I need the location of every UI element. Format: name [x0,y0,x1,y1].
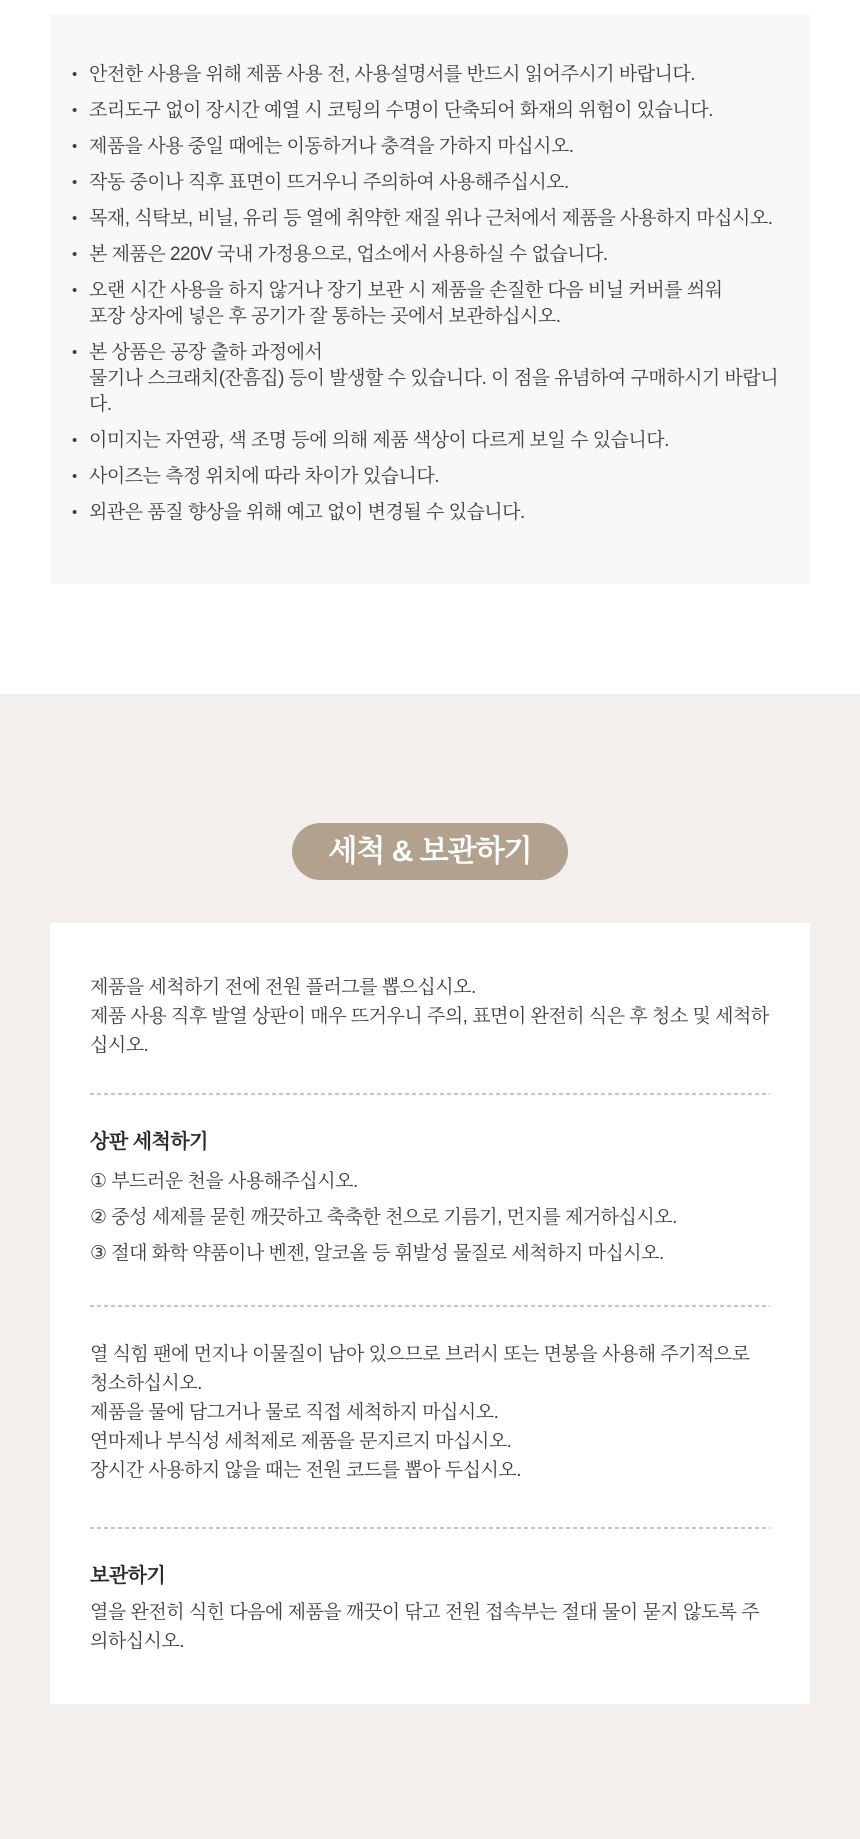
top-plate-steps [90,1164,770,1272]
dashed-divider [90,1527,770,1529]
dashed-divider [90,1093,770,1095]
notice-item [72,206,782,232]
notice-item-line: • 안전한 사용을 위해 제품 사용 전, 사용설명서를 반드시 읽어주시기 바랍니다. [89,64,696,85]
step-line: ① 부드러운 천을 사용해주십시오. [90,1171,358,1192]
storage-heading: 보관하기 [90,1565,166,1587]
notice-item [72,464,782,490]
step-line: ③ 절대 화학 약품이나 벤젠, 알코올 등 휘발성 물질로 세척하지 마십시오. [90,1243,664,1264]
notice-item-line: • 조리도구 없이 장시간 예열 시 코팅의 수명이 단축되어 화재의 위험이 있습니다. [89,100,713,121]
notice-item-line: • 본 상품은 공장 출하 과정에서 [89,342,323,363]
notice-item-line: • 본 제품은 220V 국내 가정용으로, 업소에서 사용하실 수 없습니다. [89,244,608,265]
dashed-divider [90,1305,770,1307]
storage-line: 열을 완전히 식힌 다음에 제품을 깨끗이 닦고 전원 접속부는 절대 물이 묻지 않도록 주의하십시오. [90,1602,760,1652]
notice-item [72,134,782,160]
notice-list [72,62,782,526]
notice-item-line: • 오랜 시간 사용을 하지 않거나 장기 보관 시 제품을 손질한 다음 비닐 커버를 씌워 [89,280,723,301]
top-plate-subsection [90,1128,770,1272]
notice-item-line: • 이미지는 자연광, 색 조명 등에 의해 제품 색상이 다르게 보일 수 있습니다. [89,430,669,451]
notice-item-line: • 외관은 품질 향상을 위해 예고 없이 변경될 수 있습니다. [89,502,525,523]
storage-subsection [90,1562,770,1656]
notice-section [0,0,860,584]
cleaning-intro [90,973,770,1060]
notice-card [50,14,810,584]
notice-item [72,278,782,330]
care-line: 장시간 사용하지 않을 때는 전원 코드를 뽑아 두십시오. [90,1460,522,1481]
cleaning-storage-section [0,694,860,1839]
care-line: 열 식힘 팬에 먼지나 이물질이 남아 있으므로 브러시 또는 면봉을 사용해 주기적으로 청소하십시오. [90,1344,750,1394]
section-title-badge: 세척 & 보관하기 [292,823,567,880]
notice-item [72,170,782,196]
notice-item [72,500,782,526]
notice-item-line: 물기나 스크래치(잔흠집) 등이 발생할 수 있습니다. 이 점을 유념하여 구매하시기 바랍니다. [89,368,779,415]
notice-item-line: 포장 상자에 넣은 후 공기가 잘 통하는 곳에서 보관하십시오. [89,306,561,327]
notice-item [72,428,782,454]
notice-item-line: • 사이즈는 측정 위치에 따라 차이가 있습니다. [89,466,440,487]
cleaning-card [50,923,810,1704]
notice-item-line: • 제품을 사용 중일 때에는 이동하거나 충격을 가하지 마십시오. [89,136,574,157]
notice-item-line: • 작동 중이나 직후 표면이 뜨거우니 주의하여 사용해주십시오. [89,172,569,193]
care-line: 연마제나 부식성 세척제로 제품을 문지르지 마십시오. [90,1431,512,1452]
care-line: 제품을 물에 담그거나 물로 직접 세척하지 마십시오. [90,1402,499,1423]
step-line: ② 중성 세제를 묻힌 깨끗하고 축축한 천으로 기름기, 먼지를 제거하십시오. [90,1207,677,1228]
intro-line: 제품 사용 직후 발열 상판이 매우 뜨거우니 주의, 표면이 완전히 식은 후 청소 및 세척하십시오. [90,1006,769,1056]
notice-item [72,98,782,124]
notice-item [72,242,782,268]
care-paragraph [90,1340,770,1485]
notice-item [72,62,782,88]
notice-item-line: • 목재, 식탁보, 비닐, 유리 등 열에 취약한 재질 위나 근처에서 제품을 사용하지 마십시오. [89,208,773,229]
notice-item [72,340,782,418]
top-plate-heading: 상판 세척하기 [90,1131,208,1153]
intro-line: 제품을 세척하기 전에 전원 플러그를 뽑으십시오. [90,977,476,998]
